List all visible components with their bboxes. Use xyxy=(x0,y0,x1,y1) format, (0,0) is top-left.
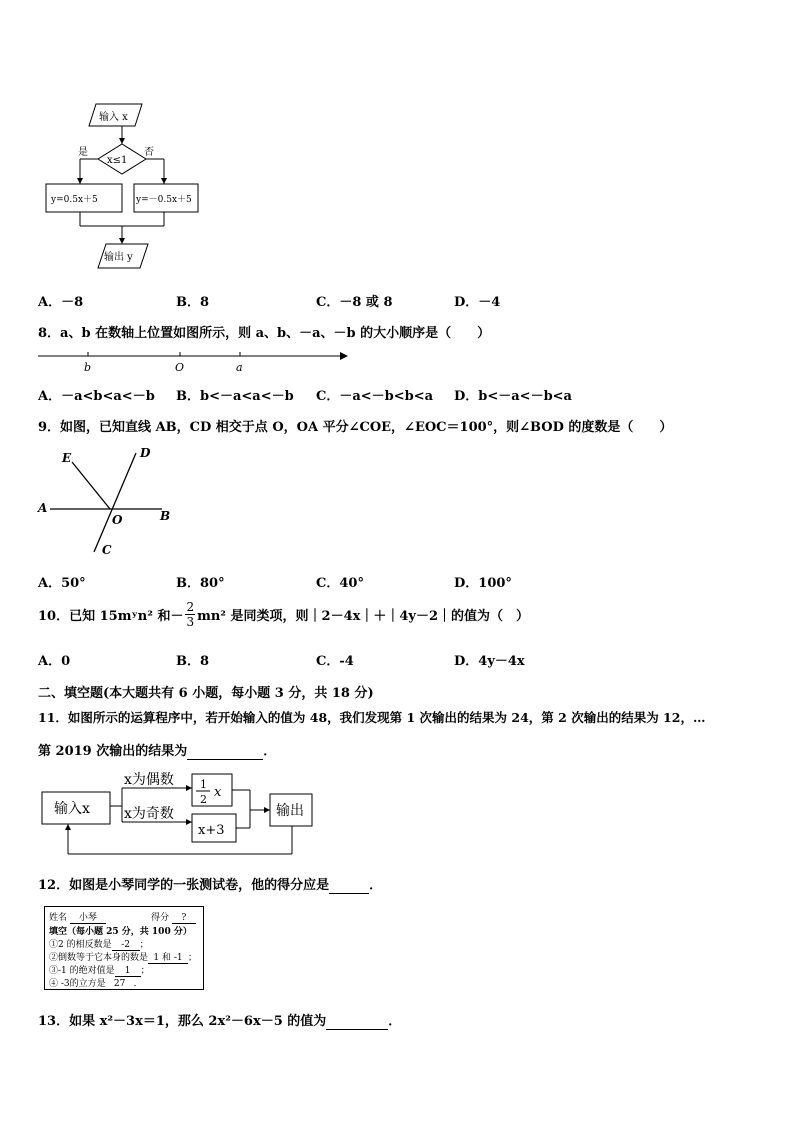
q11-flowchart xyxy=(40,770,322,860)
q7-yes: 是 xyxy=(78,147,88,158)
q12-score-label: 得分 xyxy=(151,913,170,923)
q11-line1: 11．如图所示的运算程序中，若开始输入的值为 48，我们发现第 1 次输出的结果为 24，第 2 次输出的结果为 12，… xyxy=(38,710,706,725)
q12-score-row xyxy=(151,910,196,924)
q8-option-b[interactable]: B．b<－a<a<－b xyxy=(176,389,294,404)
q12-item-3-q: ③-1 的绝对值是 xyxy=(49,966,115,976)
q12-item-1-a: -2 xyxy=(112,940,140,951)
q12-text xyxy=(38,874,382,894)
q12-item-4-end: ． xyxy=(133,979,143,989)
q8-label-a: a xyxy=(236,361,243,374)
q12-item-2-end: ； xyxy=(188,953,198,963)
q12-test-paper xyxy=(44,906,204,990)
q7-input: 输入 x xyxy=(99,112,128,123)
q10-text-b: mn² 是同类项，则｜2－4x｜＋｜4y－2｜的值为（ ） xyxy=(197,609,530,624)
q9-option-c[interactable]: C．40° xyxy=(316,576,364,591)
q12-item-3 xyxy=(49,963,150,977)
q10-option-a[interactable]: A．0 xyxy=(38,654,71,669)
q12-name-row xyxy=(49,910,106,924)
q7-option-d[interactable]: D．－4 xyxy=(454,295,501,310)
q12-answer-blank[interactable] xyxy=(329,878,369,894)
q9-option-d[interactable]: D．100° xyxy=(454,576,512,591)
q8-option-d[interactable]: D．b<－a<－b<a xyxy=(454,389,572,404)
q7-option-b[interactable]: B．8 xyxy=(176,295,210,310)
q12-item-3-end: ； xyxy=(140,966,150,976)
q11-half-var: x xyxy=(214,785,222,800)
q7-left-box: y=0.5x＋5 xyxy=(51,195,98,205)
q10-option-d[interactable]: D．4y－4x xyxy=(454,654,525,669)
q12-item-3-a: 1 xyxy=(115,966,141,977)
q11-plus3: x+3 xyxy=(198,823,225,838)
q9-label-b: B xyxy=(160,509,171,523)
q11-even: x为偶数 xyxy=(124,772,174,788)
q12-item-2-a: 1 和 -1 xyxy=(148,950,188,964)
q12-item-4-a: 27 xyxy=(106,979,134,990)
q9-label-a: A xyxy=(38,501,48,515)
q11-line2-end: ． xyxy=(263,744,277,759)
q12-item-2-q: ②倒数等于它本身的数是 xyxy=(49,953,149,963)
q10-option-c[interactable]: C．-4 xyxy=(316,654,354,669)
q12-name: 小琴 xyxy=(70,910,106,924)
q7-option-a[interactable]: A．－8 xyxy=(38,295,84,310)
q12-score: ? xyxy=(172,913,196,924)
q12-item-1-end: ； xyxy=(139,940,149,950)
q11-half-den: 2 xyxy=(200,793,207,806)
q12-name-label: 姓名 xyxy=(49,913,68,923)
q12-item-1 xyxy=(49,937,149,951)
q13-text-end: ． xyxy=(388,1014,402,1029)
q12-item-4-q: ④ -3的立方是 xyxy=(49,979,106,989)
q9-angle-figure xyxy=(36,444,186,560)
q10-frac-num: 2 xyxy=(186,600,195,614)
q8-number-line xyxy=(36,348,352,374)
q12-text-end: ． xyxy=(369,878,383,893)
q9-label-o: O xyxy=(112,513,123,527)
q9-label-e: E xyxy=(62,451,72,465)
q8-option-c[interactable]: C．－a<－b<b<a xyxy=(316,389,434,404)
q8-option-a[interactable]: A．－a<b<a<－b xyxy=(38,389,155,404)
q7-output: 输出 y xyxy=(104,252,133,263)
q7-option-c[interactable]: C．－8 或 8 xyxy=(316,295,393,310)
q13-text-main: 13．如果 x²－3x＝1，那么 2x²－6x－5 的值为 xyxy=(38,1014,327,1029)
q11-line2 xyxy=(38,740,276,760)
q12-text-main: 12．如图是小琴同学的一张测试卷，他的得分应是 xyxy=(38,878,330,893)
q7-condition: x≤1 xyxy=(107,155,128,166)
q12-heading: 填空（每小题 25 分，共 100 分） xyxy=(49,927,192,937)
q9-label-d: D xyxy=(140,446,151,460)
q11-input: 输入x xyxy=(54,801,90,817)
q13-answer-blank[interactable] xyxy=(326,1014,388,1030)
q10-text xyxy=(38,600,529,629)
q8-label-o: O xyxy=(175,361,185,374)
q11-answer-blank[interactable] xyxy=(187,744,263,760)
section-heading: 二、填空题(本大题共有 6 小题，每小题 3 分，共 18 分) xyxy=(38,686,374,701)
q11-line2-text: 第 2019 次输出的结果为 xyxy=(38,744,188,759)
q7-right-box: y=－0.5x＋5 xyxy=(136,195,192,205)
q12-item-2 xyxy=(49,950,197,964)
q12-item-4 xyxy=(49,976,143,990)
q9-option-b[interactable]: B．80° xyxy=(176,576,225,591)
q10-fraction xyxy=(185,600,195,629)
q10-frac-den: 3 xyxy=(186,615,195,629)
q8-label-b: b xyxy=(84,361,92,374)
q11-half-num: 1 xyxy=(200,778,207,791)
q7-no: 否 xyxy=(144,147,154,158)
q9-option-a[interactable]: A．50° xyxy=(38,576,86,591)
q12-item-1-q: ①2 的相反数是 xyxy=(49,940,112,950)
q9-label-c: C xyxy=(102,543,112,557)
q11-odd: x为奇数 xyxy=(124,806,174,822)
q7-flowchart xyxy=(40,98,220,274)
q13-text xyxy=(38,1010,401,1030)
q11-output: 输出 xyxy=(276,803,304,819)
q8-text: 8．a、b 在数轴上位置如图所示，则 a、b、－a、－b 的大小顺序是（ ） xyxy=(38,326,491,341)
q9-text: 9．如图，已知直线 AB，CD 相交于点 O，OA 平分∠COE，∠EOC＝100°，则∠BOD 的度数是（ ） xyxy=(38,420,673,435)
q10-option-b[interactable]: B．8 xyxy=(176,654,210,669)
q10-text-a: 10．已知 15mʸn² 和－ xyxy=(38,609,184,624)
